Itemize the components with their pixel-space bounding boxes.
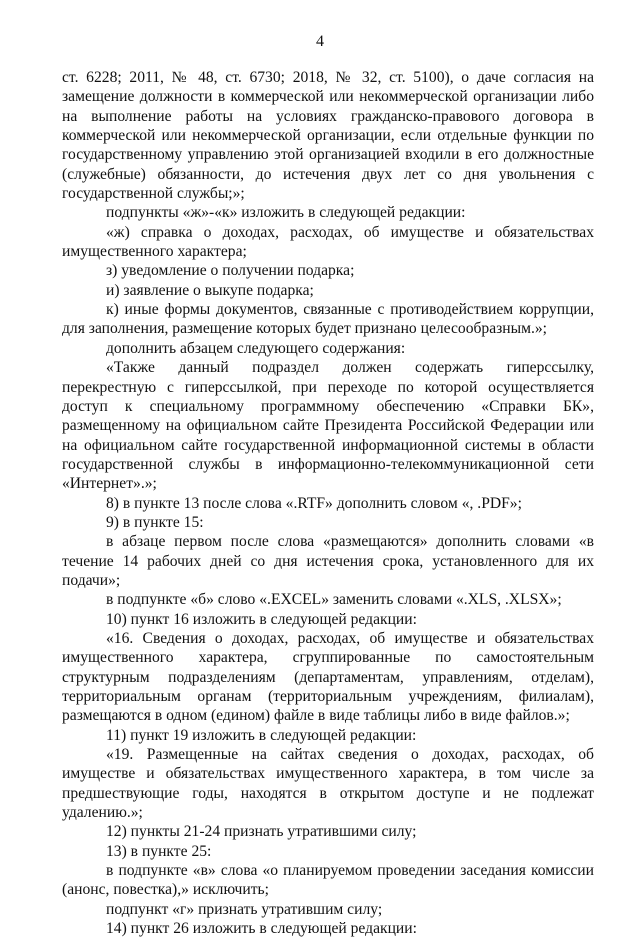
paragraph-continuation: ст. 6228; 2011, № 48, ст. 6730; 2018, № 32, ст. 5100), о даче согласия на замещение должности в коммерческой или некоммерческой организации либо на выполнение работы на условиях гражданско-правового договора в коммерческой или некоммерческой организации, если отдельные функции по государственному управлению этой организацией входили в его должностные (служебные) обязанности, до истечения двух лет со дня увольнения с государственной службы;»; [62, 69, 594, 203]
paragraph: 9) в пункте 15: [106, 513, 204, 531]
paragraph: в абзаце первом после слова «размещаются» дополнить словами «в течение 14 рабочих дней со дня истечения срока, установленного для их подачи»; [62, 533, 594, 589]
paragraph: подпункт «г» признать утратившим силу; [106, 900, 383, 918]
paragraph: «Также данный подраздел должен содержать гиперссылку, перекрестную с гиперссылкой, при переходе по которой осуществляется доступ к специальному программному обеспечению «Справки БК», размещенному на официальном сайте Президента Российской Федерации или на официальном сайте государственной информационной системы в области государственной службы в информационно-телекоммуникационной сети «Интернет».»; [62, 359, 594, 493]
paragraph: «16. Сведения о доходах, расходах, об имуществе и обязательствах имущественного характера, сгруппированные по самостоятельным структурным подразделениям (департаментам, управлениям, отделам), территориальным органам (территориальным учреждениям, филиалам), размещаются в одном (едином) файле в виде таблицы либо в виде файлов.»; [62, 629, 594, 725]
paragraph: «ж) справка о доходах, расходах, об имуществе и обязательствах имущественного характера; [62, 223, 594, 261]
paragraph: 13) в пункте 25: [106, 842, 212, 860]
paragraph: и) заявление о выкупе подарка; [106, 281, 314, 299]
paragraph: в подпункте «в» слова «о планируемом проведении заседания комиссии (анонс, повестка),» исключить; [62, 862, 594, 899]
paragraph: 11) пункт 19 изложить в следующей редакции: [106, 726, 417, 744]
paragraph: 14) пункт 26 изложить в следующей редакции: [106, 920, 417, 938]
document-body [62, 68, 594, 938]
paragraph: з) уведомление о получении подарка; [106, 262, 355, 280]
paragraph: «19. Размещенные на сайтах сведения о доходах, расходах, об имуществе и обязательствах имущественного характера, в том числе за предшествующие годы, находятся в открытом доступе и не подлежат удалению.»; [62, 746, 594, 822]
paragraph: к) иные формы документов, связанные с противодействием коррупции, для заполнения, размещение которых будет признано целесообразным.»; [62, 301, 594, 338]
paragraph: 10) пункт 16 изложить в следующей редакции: [106, 610, 417, 628]
paragraph: 8) в пункте 13 после слова «.RTF» дополнить словом «, .PDF»; [106, 494, 522, 512]
paragraph: в подпункте «б» слово «.EXCEL» заменить словами «.XLS, .XLSX»; [106, 591, 562, 609]
paragraph: дополнить абзацем следующего содержания: [106, 339, 406, 357]
page-number: 4 [316, 33, 324, 50]
paragraph: 12) пункты 21-24 признать утратившими силу; [106, 823, 417, 841]
paragraph: подпункты «ж»-«к» изложить в следующей редакции: [106, 204, 466, 222]
